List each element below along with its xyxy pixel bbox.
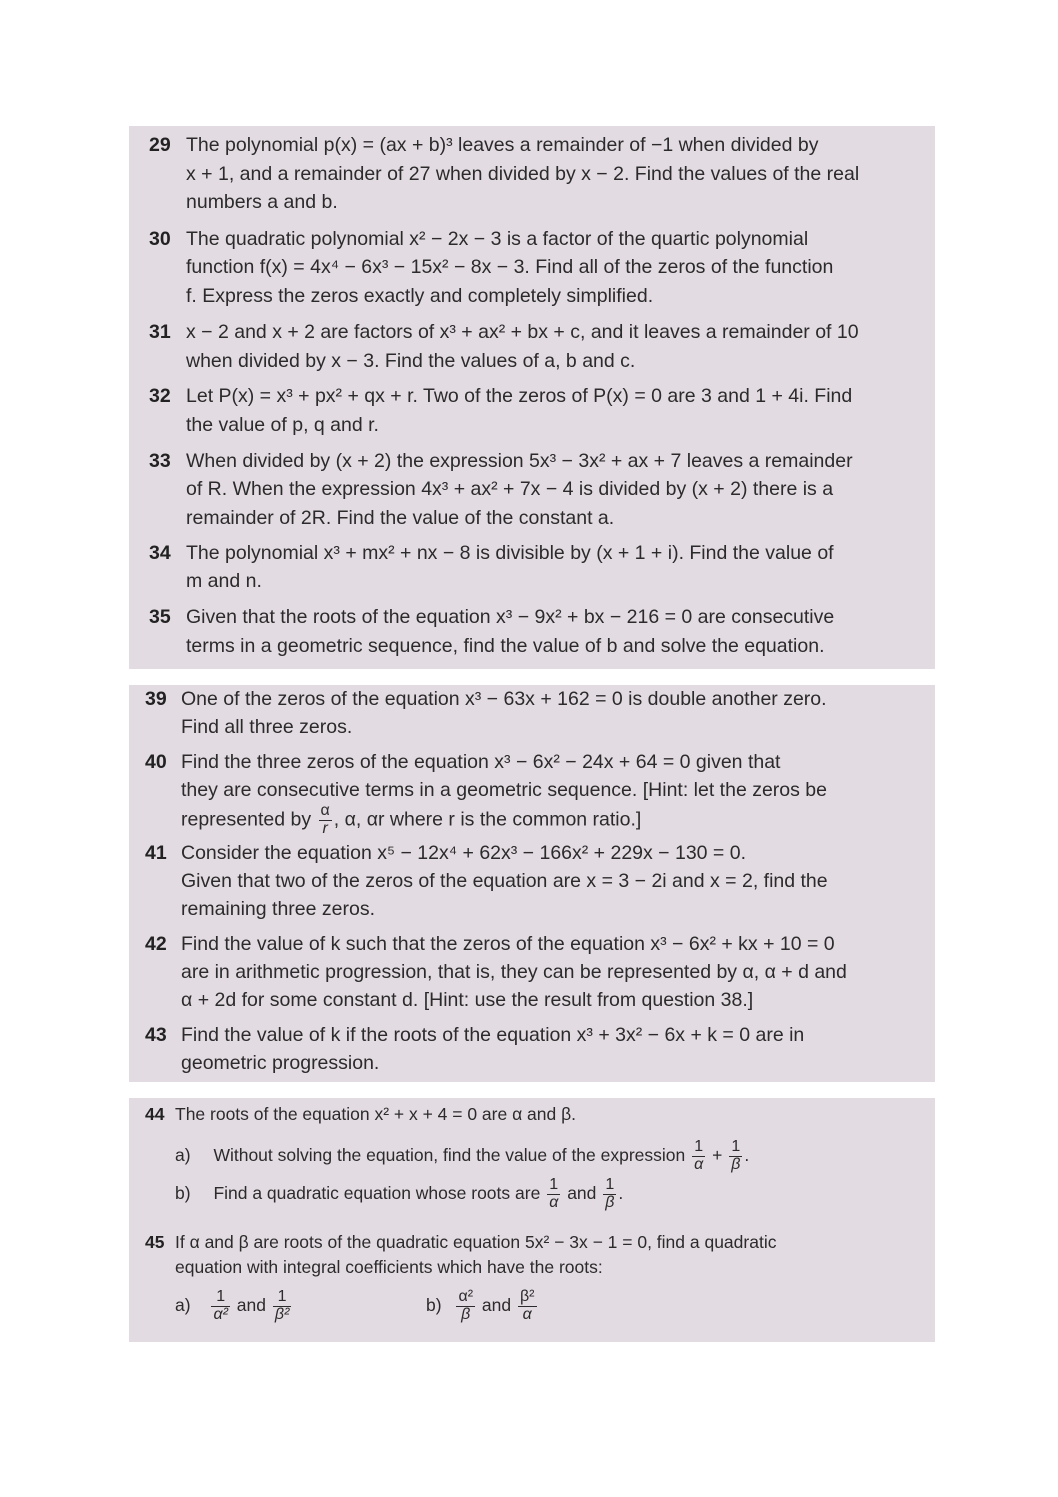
sub-question-label: b) <box>426 1295 442 1315</box>
fraction-denominator: β <box>731 1155 741 1173</box>
question-text-line: of R. When the expression 4x³ + ax² + 7x − 4 is divided by (x + 2) there is a <box>186 478 834 500</box>
question-number: 29 <box>149 134 171 156</box>
question-text-line: If α and β are roots of the quadratic equation 5x² − 3x − 1 = 0, find a quadratic <box>175 1232 777 1252</box>
question-number: 32 <box>149 385 171 407</box>
question-number: 39 <box>145 688 167 710</box>
exercise-block-39-43 <box>129 685 935 1082</box>
question-text-line: Given that the roots of the equation x³ − 9x² + bx − 216 = 0 are consecutive <box>186 606 835 628</box>
fraction-alpha-over-r <box>319 803 332 838</box>
fraction-denominator: β² <box>274 1305 290 1323</box>
fraction-one-over-beta <box>603 1177 616 1212</box>
question-text-line: Find the value of k such that the zeros of the equation x³ − 6x² + kx + 10 = 0 <box>181 933 835 955</box>
question-43 <box>145 1021 935 1079</box>
question-text-line: are in arithmetic progression, that is, they can be represented by α, α + d and <box>181 961 847 983</box>
sub-question-b <box>175 1177 623 1209</box>
fraction-numerator: α² <box>458 1288 474 1306</box>
question-text-line: The polynomial p(x) = (ax + b)³ leaves a remainder of −1 when divided by <box>186 134 819 156</box>
question-42 <box>145 930 935 1016</box>
fraction-one-over-alpha-squared <box>211 1289 229 1324</box>
sub-question-label: b) <box>175 1183 191 1203</box>
question-39 <box>145 685 935 743</box>
question-40 <box>145 748 935 836</box>
question-number: 35 <box>149 606 171 628</box>
fraction-alpha-squared-over-beta <box>456 1289 475 1324</box>
question-number: 40 <box>145 751 167 773</box>
fraction-denominator: α <box>694 1155 704 1173</box>
question-number: 44 <box>145 1104 165 1124</box>
question-number: 45 <box>145 1232 165 1252</box>
question-number: 43 <box>145 1024 167 1046</box>
exercise-block-44-45 <box>129 1098 935 1342</box>
question-text-line: equation with integral coefficients which have the roots: <box>175 1257 603 1277</box>
sub-question-b <box>426 1285 539 1325</box>
question-text-line: Let P(x) = x³ + px² + qx + r. Two of the zeros of P(x) = 0 are 3 and 1 + 4i. Find <box>186 385 853 407</box>
question-text-line: The roots of the equation x² + x + 4 = 0 are α and β. <box>175 1104 577 1124</box>
question-text-line: One of the zeros of the equation x³ − 63x + 162 = 0 is double another zero. <box>181 688 827 710</box>
question-number: 41 <box>145 842 167 864</box>
question-31 <box>149 318 939 376</box>
question-text-line: function f(x) = 4x⁴ − 6x³ − 15x² − 8x − 3. Find all of the zeros of the function <box>186 256 834 278</box>
question-text-line: geometric progression. <box>181 1052 380 1074</box>
fraction-denominator: β <box>605 1193 615 1211</box>
question-text-line: Find the value of k if the roots of the equation x³ + 3x² − 6x + k = 0 are in <box>181 1024 805 1046</box>
question-34 <box>149 539 939 597</box>
fraction-numerator: 1 <box>211 1289 229 1307</box>
period: . <box>618 1183 624 1203</box>
question-text-line: Find all three zeros. <box>181 716 353 738</box>
question-35 <box>149 603 939 661</box>
question-number: 42 <box>145 933 167 955</box>
question-text-line: Given that two of the zeros of the equation are x = 3 − 2i and x = 2, find the <box>181 870 828 892</box>
and-word: and <box>236 1295 266 1315</box>
question-text-line: the value of p, q and r. <box>186 414 379 436</box>
sub-question-label: a) <box>175 1295 191 1315</box>
fraction-numerator: 1 <box>273 1289 291 1307</box>
fraction-numerator: 1 <box>547 1177 560 1195</box>
fraction-numerator: 1 <box>692 1139 705 1157</box>
question-text-line: m and n. <box>186 570 262 592</box>
question-text-line: α + 2d for some constant d. [Hint: use the result from question 38.] <box>181 989 754 1011</box>
and-word: and <box>481 1295 512 1315</box>
question-33 <box>149 447 939 533</box>
question-44 <box>145 1101 935 1221</box>
fraction-one-over-beta <box>729 1139 742 1174</box>
sub-question-a <box>175 1139 749 1171</box>
fraction-numerator: α <box>320 802 330 819</box>
sub-question-a <box>175 1285 293 1325</box>
fraction-numerator: β² <box>519 1288 535 1306</box>
hint-text: represented by <box>181 808 312 831</box>
question-number: 31 <box>149 321 171 343</box>
question-45 <box>145 1229 935 1339</box>
question-text-line: remainder of 2R. Find the value of the constant a. <box>186 507 615 529</box>
question-41 <box>145 839 935 925</box>
question-text-line: remaining three zeros. <box>181 898 376 920</box>
question-number: 30 <box>149 228 171 250</box>
and-word: and <box>567 1183 597 1203</box>
question-text-line: f. Express the zeros exactly and completely simplified. <box>186 285 654 307</box>
plus-sign: + <box>712 1145 723 1165</box>
fraction-denominator: α <box>522 1305 532 1323</box>
question-text-line: numbers a and b. <box>186 191 338 213</box>
fraction-numerator: 1 <box>729 1139 742 1157</box>
question-30 <box>149 225 939 311</box>
sub-question-label: a) <box>175 1145 191 1165</box>
fraction-denominator: r <box>322 819 328 837</box>
question-text-line: when divided by x − 3. Find the values of a, b and c. <box>186 350 636 372</box>
fraction-one-over-beta-squared <box>273 1289 291 1324</box>
fraction-denominator: β <box>461 1305 471 1323</box>
question-32 <box>149 382 939 440</box>
question-text-line: x − 2 and x + 2 are factors of x³ + ax² + bx + c, and it leaves a remainder of 10 <box>186 321 859 343</box>
hint-text: , α, αr where r is the common ratio.] <box>333 808 642 831</box>
fraction-one-over-alpha <box>692 1139 705 1174</box>
fraction-one-over-alpha <box>547 1177 560 1212</box>
question-text-line: they are consecutive terms in a geometric sequence. [Hint: let the zeros be <box>181 779 827 801</box>
fraction-numerator: 1 <box>603 1177 616 1195</box>
question-text-line <box>181 803 641 838</box>
sub-question-text: Without solving the equation, find the value of the expression <box>213 1145 686 1165</box>
exercise-block-29-35 <box>129 126 935 669</box>
period: . <box>744 1145 750 1165</box>
question-text-line: When divided by (x + 2) the expression 5x³ − 3x² + ax + 7 leaves a remainder <box>186 450 853 472</box>
question-text-line: The polynomial x³ + mx² + nx − 8 is divisible by (x + 1 + i). Find the value of <box>186 542 834 564</box>
fraction-beta-squared-over-alpha <box>518 1289 537 1324</box>
question-text-line: Find the three zeros of the equation x³ − 6x² − 24x + 64 = 0 given that <box>181 751 781 773</box>
sub-question-text: Find a quadratic equation whose roots are <box>213 1183 541 1203</box>
question-text-line: terms in a geometric sequence, find the value of b and solve the equation. <box>186 635 825 657</box>
fraction-denominator: α² <box>213 1305 228 1323</box>
question-text-line: x + 1, and a remainder of 27 when divided by x − 2. Find the values of the real <box>186 163 860 185</box>
question-text-line: The quadratic polynomial x² − 2x − 3 is a factor of the quartic polynomial <box>186 228 809 250</box>
fraction-denominator: α <box>549 1193 559 1211</box>
question-number: 34 <box>149 542 171 564</box>
question-29 <box>149 131 939 217</box>
question-text-line: Consider the equation x⁵ − 12x⁴ + 62x³ − 166x² + 229x − 130 = 0. <box>181 842 747 864</box>
question-number: 33 <box>149 450 171 472</box>
